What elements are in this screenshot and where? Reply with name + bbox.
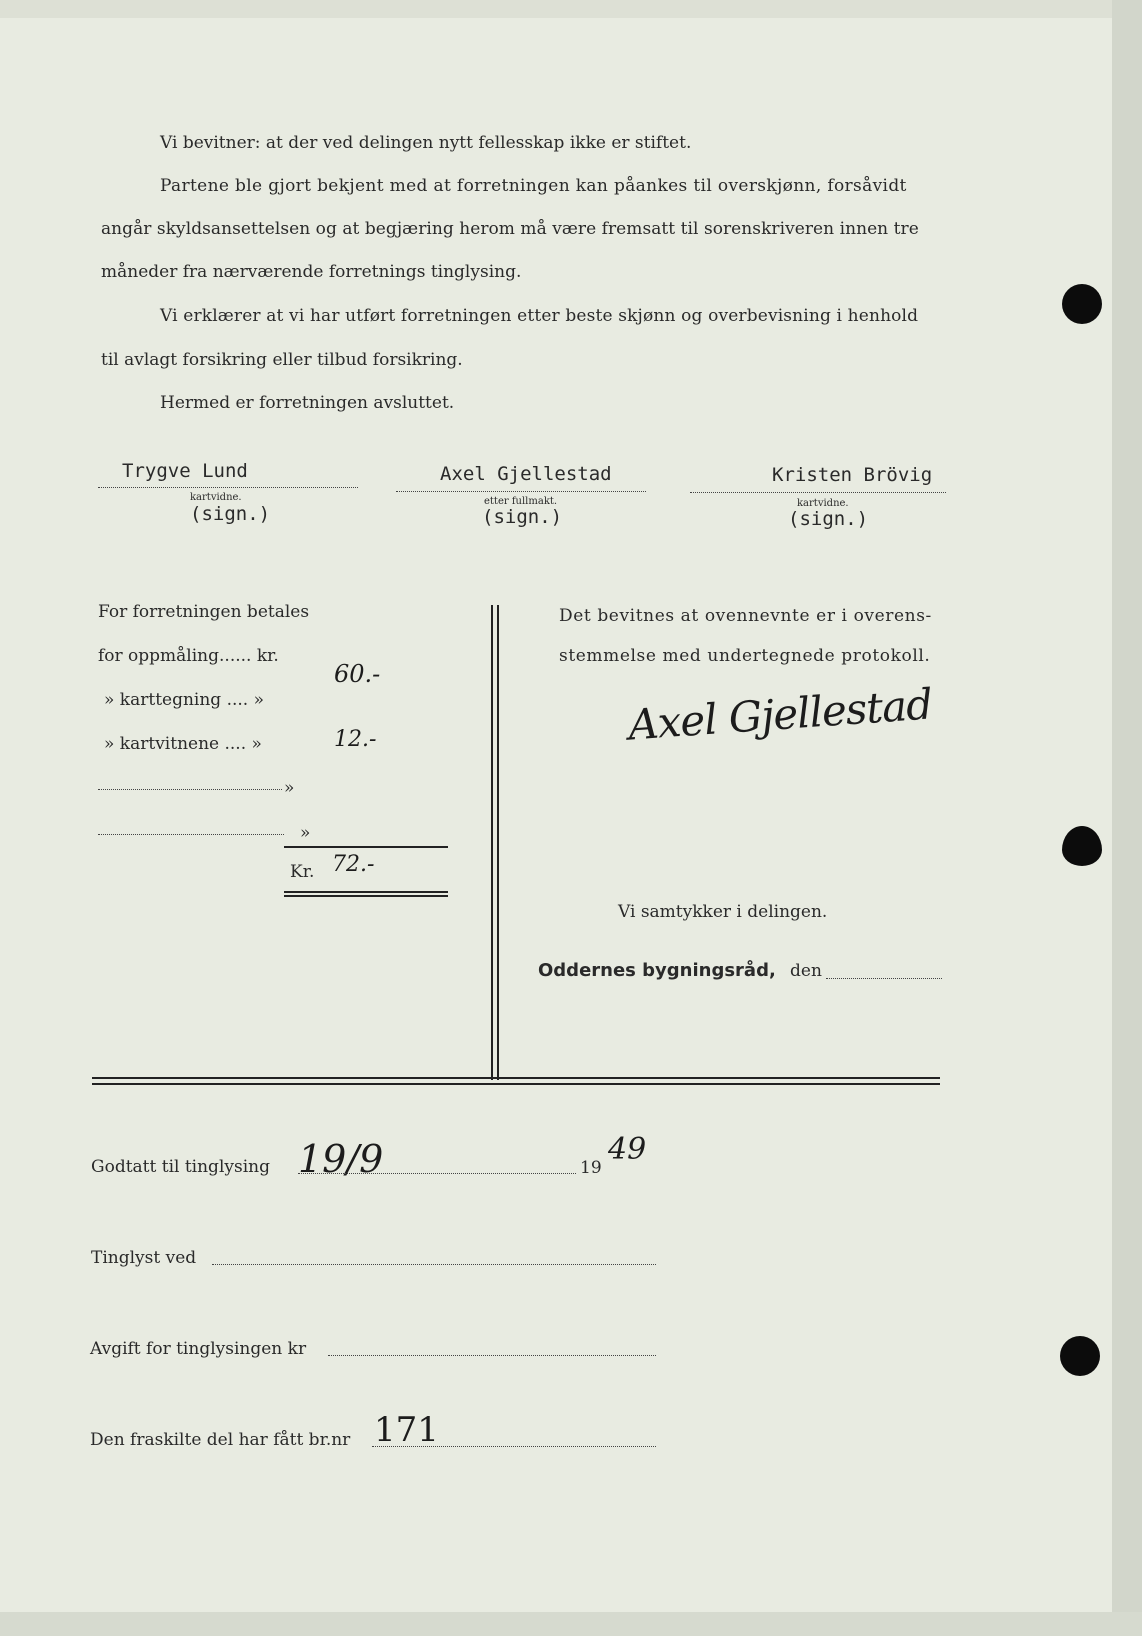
payment-row-surveying-value: 60.- [334,660,381,688]
payment-sum-rule [284,846,448,848]
signature-name-2: Axel Gjellestad [440,463,612,485]
paragraph-appeal-line-3: måneder fra nærværende forretnings tinglysing. [101,262,522,282]
right-edge [1112,0,1142,1636]
paragraph-declaration-line-2: til avlagt forsikring eller tilbud forsikring. [101,350,463,370]
payment-row-4-mark: » [284,778,295,798]
signature-sign-2: (sign.) [482,506,563,528]
certification-line-1: Det bevitnes at ovennevnte er i overens- [559,606,932,626]
paragraph-appeal-line-2: angår skyldsansettelsen og at begjæring herom må være fremsatt til sorenskriveren innen tre [101,219,919,239]
signature-line-3 [690,492,946,493]
signature-role-1: kartvidne. [190,492,242,503]
registered-label: Tinglyst ved [91,1248,197,1268]
punch-hole-top [1062,284,1102,324]
payment-row-surveying-label: for oppmåling...... kr. [98,646,279,666]
signature-sign-1: (sign.) [190,503,271,525]
punch-hole-middle [1062,826,1102,866]
council-den: den [790,961,822,981]
payment-row-mapping-label: » karttegning .... » [104,690,265,710]
payment-row-witnesses-value: 12.- [334,727,377,752]
accepted-year-prefix: 19 [580,1158,602,1178]
payment-total-double-rule-1 [284,891,448,893]
signature-sign-3: (sign.) [788,508,869,530]
signature-role-3: kartvidne. [797,498,849,509]
paragraph-concluded: Hermed er forretningen avsluttet. [160,393,455,413]
certification-line-2: stemmelse med undertegnede protokoll. [559,646,931,666]
brnr-line [372,1446,656,1447]
top-edge [0,0,1142,18]
paragraph-appeal-line-1: Partene ble gjort bekjent med at forretningen kan påankes til overskjønn, forsåvidt [160,176,907,196]
payment-heading: For forretningen betales [98,602,310,622]
signature-line-1 [98,487,358,488]
section-rule-2 [92,1083,940,1085]
fee-label: Avgift for tinglysingen kr [90,1339,307,1359]
payment-total-double-rule-2 [284,895,448,897]
accepted-year-suffix: 49 [608,1132,647,1167]
consent-text: Vi samtykker i delingen. [618,902,828,922]
signature-line-2 [396,491,646,492]
brnr-value: 171 [374,1410,439,1450]
handwritten-signature: Axel Gjellestad [626,679,934,750]
signature-role-2: etter fullmakt. [484,496,558,507]
accepted-date-line [298,1173,576,1174]
column-divider-1 [491,605,493,1080]
section-rule-1 [92,1077,940,1079]
fee-line [328,1355,656,1356]
payment-total-label: Kr. [290,862,315,882]
payment-total-value: 72.- [332,852,375,877]
column-divider-2 [497,605,499,1080]
paragraph-no-joint-ownership: Vi bevitner: at der ved delingen nytt fellesskap ikke er stiftet. [160,133,692,153]
payment-blank-line-2 [98,834,284,835]
registered-line [212,1264,656,1265]
payment-blank-line-1 [98,789,282,790]
accepted-date: 19/9 [298,1137,384,1181]
council-name: Oddernes bygningsråd, [538,960,776,981]
punch-hole-bottom [1060,1336,1100,1376]
council-date-line [826,978,942,979]
accepted-label: Godtatt til tinglysing [91,1157,270,1177]
signature-name-1: Trygve Lund [122,460,248,482]
payment-row-5-mark: » [300,823,311,843]
bottom-edge [0,1612,1142,1636]
brnr-label: Den fraskilte del har fått br.nr [90,1430,351,1450]
paragraph-declaration-line-1: Vi erklærer at vi har utført forretningen etter beste skjønn og overbevisning i henhold [160,306,919,326]
signature-name-3: Kristen Brövig [772,464,933,486]
payment-row-witnesses-label: » kartvitnene .... » [104,734,262,754]
